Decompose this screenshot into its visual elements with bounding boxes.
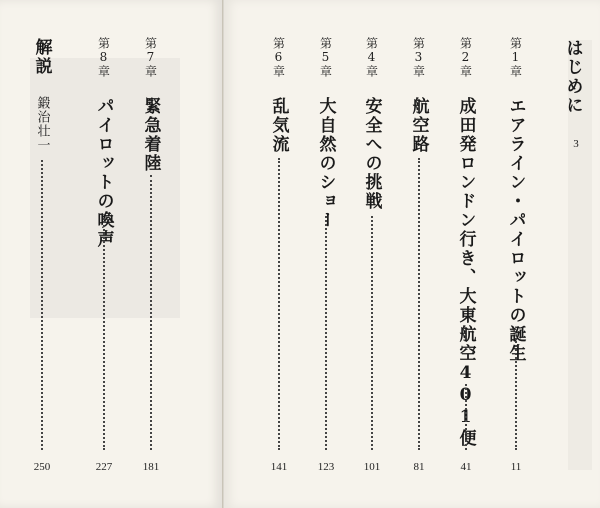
chapter-5-title: 大自然のショー <box>315 97 336 230</box>
commentary-page-number: 250 <box>33 461 51 473</box>
chapter-8-number: 第8章 <box>96 37 111 78</box>
chapter-2-title: 成田発ロンドン行き、大東航空401便 <box>455 97 476 448</box>
chapter-7-number: 第7章 <box>143 37 158 78</box>
chapter-6-title: 乱気流 <box>268 97 289 154</box>
chapter-8-title: パイロットの喚声 <box>93 97 114 249</box>
chapter-4-page-number: 101 <box>363 461 381 473</box>
intro-title: はじめに <box>562 39 583 115</box>
intro-page-number: 3 <box>573 138 579 150</box>
chapter-7-title: 緊急着陸 <box>140 97 161 173</box>
chapter-3-title: 航空路 <box>408 97 429 154</box>
chapter-7-page-number: 181 <box>142 461 160 473</box>
chapter-2-leader <box>465 384 467 450</box>
chapter-5-number: 第5章 <box>318 37 333 78</box>
chapter-3-number: 第3章 <box>411 37 426 78</box>
chapter-3-page-number: 81 <box>413 461 425 473</box>
chapter-3-leader <box>418 158 420 450</box>
chapter-1-page-number: 11 <box>510 461 522 473</box>
chapter-8-page-number: 227 <box>95 461 113 473</box>
chapter-1-leader <box>515 338 517 450</box>
chapter-6-page-number: 141 <box>270 461 288 473</box>
chapter-1-number: 第1章 <box>508 37 523 78</box>
chapter-2-number: 第2章 <box>458 37 473 78</box>
chapter-8-leader <box>103 218 105 450</box>
chapter-5-page-number: 123 <box>317 461 335 473</box>
chapter-1-title: エアライン・パイロットの誕生 <box>505 97 526 363</box>
chapter-6-number: 第6章 <box>271 37 286 78</box>
commentary-title: 解説 <box>31 38 52 76</box>
commentary-leader <box>41 160 43 450</box>
chapter-2-page-number: 41 <box>460 461 472 473</box>
chapter-7-leader <box>150 175 152 450</box>
chapter-4-leader <box>371 216 373 450</box>
commentary-author: 鍛治壮一 <box>34 96 50 152</box>
chapter-6-leader <box>278 158 280 450</box>
chapter-5-leader <box>325 216 327 450</box>
chapter-4-number: 第4章 <box>364 37 379 78</box>
chapter-4-title: 安全への挑戦 <box>361 97 382 211</box>
